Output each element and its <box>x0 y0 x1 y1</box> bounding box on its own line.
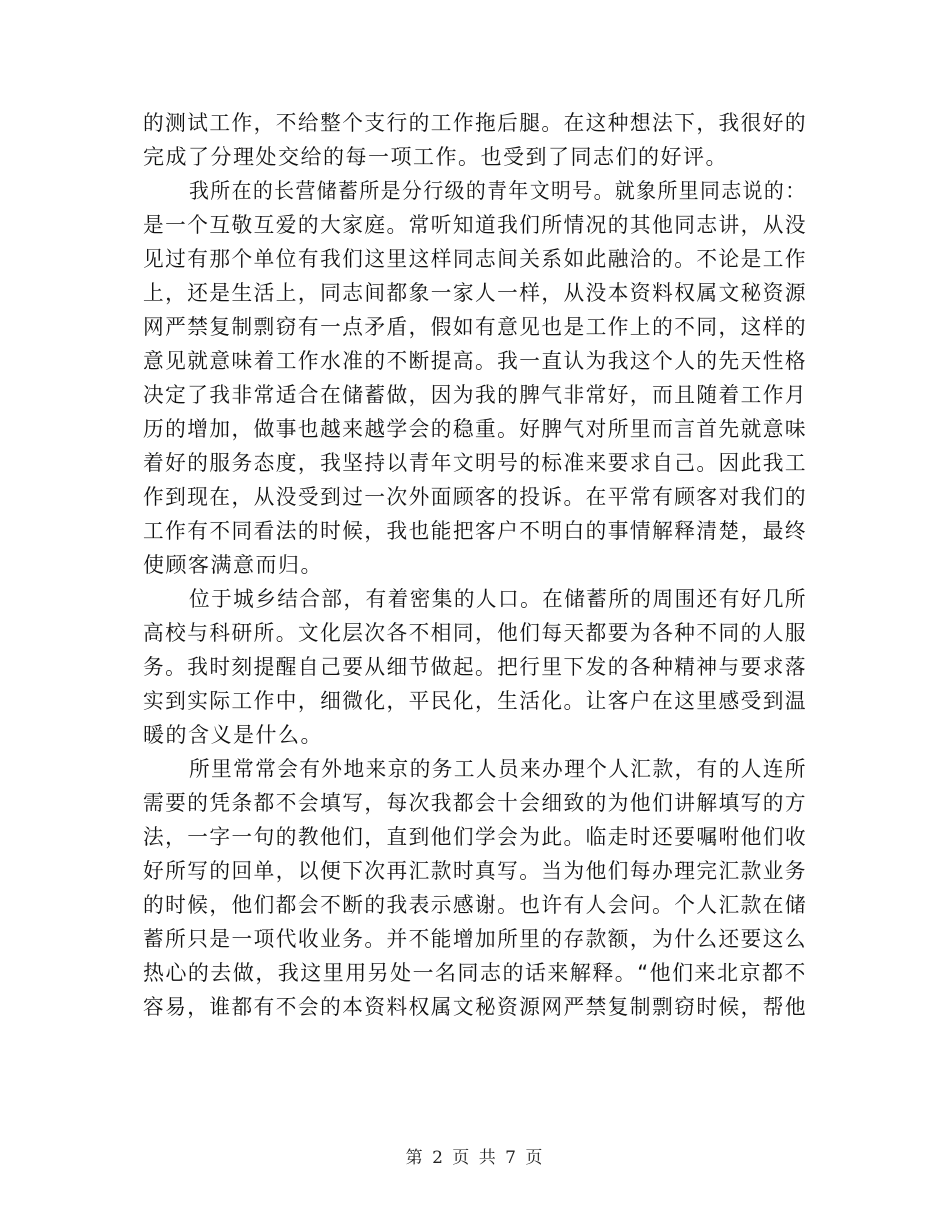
text-line: 完成了分理处交给的每一项工作。也受到了同志们的好评。 <box>143 145 728 169</box>
text-line: 见过有那个单位有我们这里这样同志间关系如此融洽的。不论是工作 <box>143 247 807 271</box>
text-line: 是一个互敬互爱的大家庭。常听知道我们所情况的其他同志讲，从没 <box>143 213 807 237</box>
text-line: 的时候，他们都会不断的我表示感谢。也许有人会问。个人汇款在储 <box>143 893 807 917</box>
text-line: 作到现在，从没受到过一次外面顾客的投诉。在平常有顾客对我们的 <box>143 485 807 509</box>
text-line: 容易，谁都有不会的本资料权属文秘资源网严禁复制剽窃时候，帮他 <box>143 995 807 1019</box>
text-line: 需要的凭条都不会填写，每次我都会十会细致的为他们讲解填写的方 <box>143 791 807 815</box>
text-line: 蓄所只是一项代收业务。并不能增加所里的存款额，为什么还要这么 <box>143 927 807 951</box>
text-line: 实到实际工作中，细微化，平民化，生活化。让客户在这里感受到温 <box>143 689 807 713</box>
text-line: 上，还是生活上，同志间都象一家人一样，从没本资料权属文秘资源 <box>143 281 807 305</box>
text-line: 决定了我非常适合在储蓄做，因为我的脾气非常好，而且随着工作月 <box>143 383 807 407</box>
text-line: 意见就意味着工作水准的不断提高。我一直认为我这个人的先天性格 <box>143 349 807 373</box>
text-line: 高校与科研所。文化层次各不相同，他们每天都要为各种不同的人服 <box>143 621 807 645</box>
text-line: 历的增加，做事也越来越学会的稳重。好脾气对所里而言首先就意味 <box>143 417 807 441</box>
text-line: 所里常常会有外地来京的务工人员来办理个人汇款，有的人连所 <box>189 757 807 781</box>
text-line: 位于城乡结合部，有着密集的人口。在储蓄所的周围还有好几所 <box>189 587 807 611</box>
text-line: 务。我时刻提醒自己要从细节做起。把行里下发的各种精神与要求落 <box>143 655 807 679</box>
text-line: 使顾客满意而归。 <box>143 553 323 577</box>
text-line: 的测试工作，不给整个支行的工作拖后腿。在这种想法下，我很好的 <box>143 111 807 135</box>
page-footer: 第 2 页 共 7 页 <box>405 1148 545 1168</box>
text-line: 法，一字一句的教他们，直到他们学会为此。临走时还要嘱咐他们收 <box>143 825 807 849</box>
text-line: 热心的去做，我这里用另处一名同志的话来解释。“他们来北京都不 <box>143 961 807 985</box>
text-line: 着好的服务态度，我坚持以青年文明号的标准来要求自己。因此我工 <box>143 451 807 475</box>
text-line: 暖的含义是什么。 <box>143 723 323 747</box>
text-line: 好所写的回单，以便下次再汇款时真写。当为他们每办理完汇款业务 <box>143 859 807 883</box>
text-line: 我所在的长营储蓄所是分行级的青年文明号。就象所里同志说的： <box>189 179 807 203</box>
text-line: 工作有不同看法的时候，我也能把客户不明白的事情解释清楚，最终 <box>143 519 807 543</box>
text-line: 网严禁复制剽窃有一点矛盾，假如有意见也是工作上的不同，这样的 <box>143 315 807 339</box>
